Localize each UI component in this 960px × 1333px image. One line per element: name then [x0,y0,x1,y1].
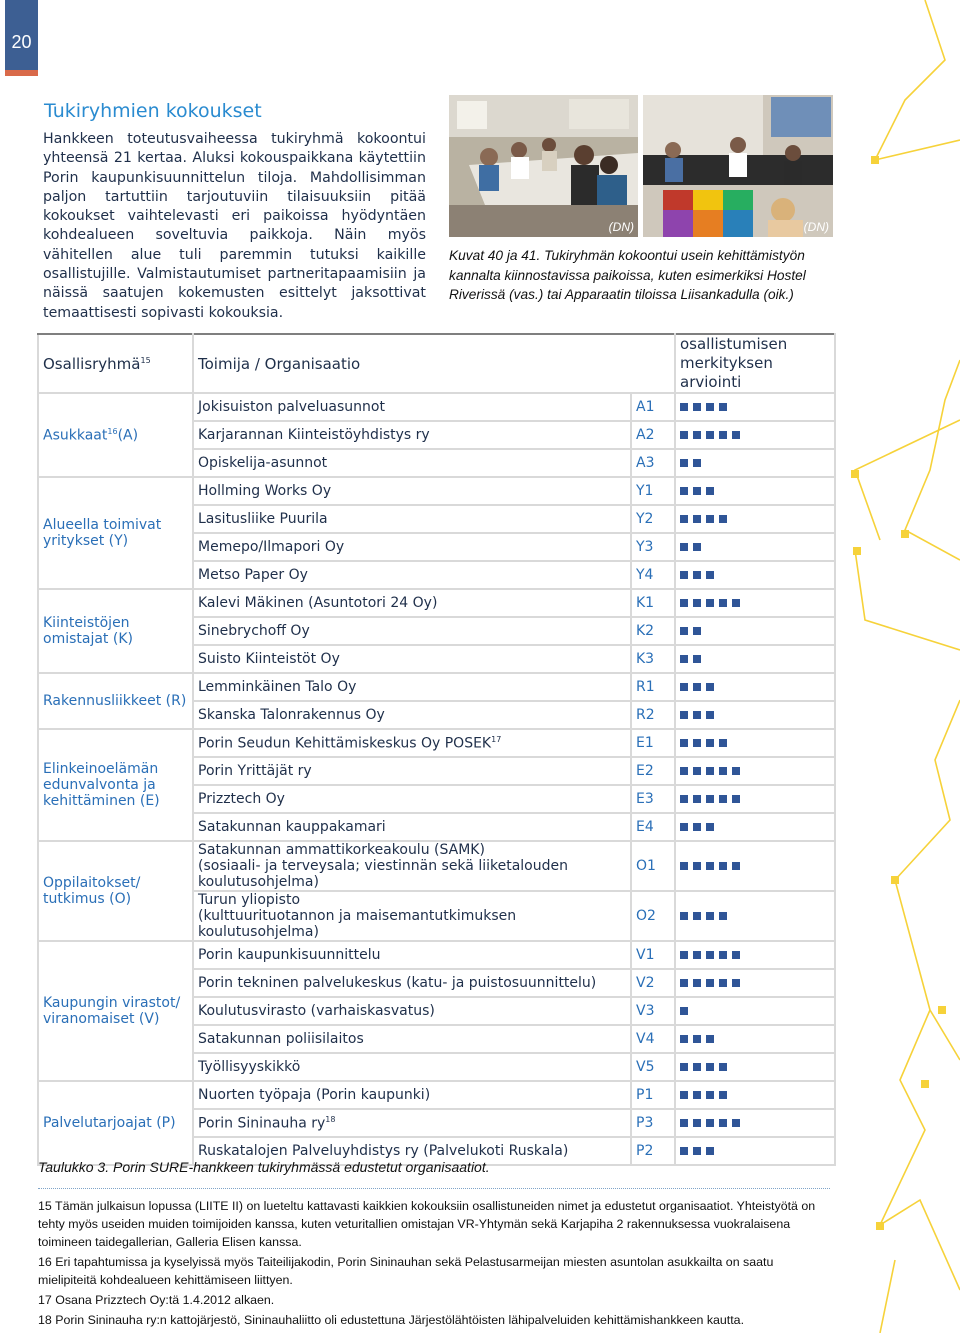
rating-square [706,795,714,803]
rating-square [706,1063,714,1071]
rating-cell [675,1053,835,1081]
table-row [38,589,835,617]
rating-square [719,979,727,987]
organisation-cell: Nuorten työpaja (Porin kaupunki) [193,1081,631,1109]
header-rating: osallistumisen merkityksen arviointi [675,334,835,393]
code-cell: V4 [631,1025,675,1053]
rating-square [680,1119,688,1127]
rating-cell [675,617,835,645]
organisation-cell: Ruskatalojen Palveluyhdistys ry (Palvelukoti Ruskala) [193,1137,631,1165]
rating-square [680,515,688,523]
rating-cell [675,757,835,785]
rating-square [680,683,688,691]
rating-square [732,767,740,775]
participants-table [37,333,836,1166]
photo-hostel-river-meeting [449,95,638,237]
rating-square [680,1035,688,1043]
rating-cell [675,969,835,997]
rating-square [693,1119,701,1127]
rating-square [680,599,688,607]
rating-square [680,1007,688,1015]
organisation-cell: Jokisuiston palveluasunnot [193,393,631,421]
rating-cell [675,533,835,561]
organisation-cell: Porin Seudun Kehittämiskeskus Oy POSEK$^{17}$ [193,729,631,757]
organisation-cell: Lemminkäinen Talo Oy [193,673,631,701]
rating-square [706,1091,714,1099]
rating-cell [675,645,835,673]
table-row [38,729,835,757]
rating-square [732,599,740,607]
footnote-ref: 16 [107,426,118,436]
rating-square [693,571,701,579]
organisation-cell: Satakunnan kauppakamari [193,813,631,841]
code-cell: E4 [631,813,675,841]
code-cell: V5 [631,1053,675,1081]
code-cell: V1 [631,941,675,969]
organisation-cell: Lasitusliike Puurila [193,505,631,533]
header-group: Osallisryhmä$^{15}$ [38,334,193,393]
rating-square [719,1119,727,1127]
rating-square [680,571,688,579]
rating-square [693,951,701,959]
rating-square [693,1147,701,1155]
rating-square [719,1091,727,1099]
code-cell: A1 [631,393,675,421]
organisation-cell: Porin kaupunkisuunnittelu [193,941,631,969]
group-cell-1: Alueella toimivat yritykset (Y) [38,477,193,589]
code-cell: Y1 [631,477,675,505]
rating-square [706,767,714,775]
rating-square [693,459,701,467]
group-cell-7: Palvelutarjoajat (P) [38,1081,193,1165]
code-cell: P3 [631,1109,675,1137]
rating-square [680,1063,688,1071]
code-cell: P1 [631,1081,675,1109]
group-cell-5: Oppilaitokset/ tutkimus (O) [38,841,193,941]
code-cell: E1 [631,729,675,757]
code-cell: O2 [631,891,675,941]
rating-square [693,823,701,831]
section-title: Tukiryhmien kokoukset [44,100,262,122]
rating-cell [675,997,835,1025]
code-cell: Y3 [631,533,675,561]
rating-square [693,431,701,439]
organisation-cell: Koulutusvirasto (varhaiskasvatus) [193,997,631,1025]
rating-cell [675,561,835,589]
code-cell: A2 [631,421,675,449]
organisation-cell: Porin Yrittäjät ry [193,757,631,785]
code-cell: Y4 [631,561,675,589]
rating-square [693,1063,701,1071]
rating-square [693,683,701,691]
group-cell-4: Elinkeinoelämän edunvalvonta ja kehittäminen (E) [38,729,193,841]
rating-square [693,711,701,719]
rating-cell [675,701,835,729]
rating-square [680,1147,688,1155]
table-row [38,393,835,421]
organisation-cell: Sinebrychoff Oy [193,617,631,645]
header-organisation: Toimija / Organisaatio [193,334,675,393]
rating-square [706,951,714,959]
rating-square [706,683,714,691]
rating-square [693,655,701,663]
organisation-cell: Kalevi Mäkinen (Asuntotori 24 Oy) [193,589,631,617]
code-cell: V3 [631,997,675,1025]
rating-square [680,767,688,775]
organisation-cell: Hollming Works Oy [193,477,631,505]
table-row [38,477,835,505]
organisation-cell: Satakunnan ammattikorkeakoulu (SAMK) (sosiaali- ja terveysala; viestinnän sekä liiketalouden koulutusohjelma) [193,841,631,891]
rating-square [680,951,688,959]
organisation-cell: Työllisyyskikkö [193,1053,631,1081]
rating-cell [675,813,835,841]
code-cell: V2 [631,969,675,997]
organisation-cell: Metso Paper Oy [193,561,631,589]
page-number: 20 [11,32,32,52]
rating-square [706,1119,714,1127]
page-number-tab [5,0,38,76]
rating-square [680,979,688,987]
code-cell: A3 [631,449,675,477]
rating-square [719,599,727,607]
code-cell: K3 [631,645,675,673]
rating-square [719,912,727,920]
rating-cell [675,785,835,813]
group-cell-6: Kaupungin virastot/ viranomaiset (V) [38,941,193,1081]
footnote-ref: 18 [325,1114,336,1124]
rating-cell [675,1109,835,1137]
organisation-cell: Skanska Talonrakennus Oy [193,701,631,729]
rating-square [719,951,727,959]
organisation-cell: Memepo/Ilmapori Oy [193,533,631,561]
organisation-cell: Porin Sininauha $ry^{18}$ [193,1109,631,1137]
footnote-15: 15 Tämän julkaisun lopussa (LIITE II) on lueteltu kattavasti kaikkien kokouksiin osallistuneiden nimet ja edustetut organisaatiot. Yhteistyötä on tehty myös useiden muiden toimijoiden kanssa, kuten veturitallien omistajan VR-Yhtymän sekä Karjapiha 2 rakennuksessa vuokralaisena toimineen taidegallerian, Galleria Elisen kanssa. [38,1199,816,1249]
rating-square [732,862,740,870]
rating-square [706,979,714,987]
rating-square [693,543,701,551]
rating-square [680,403,688,411]
rating-square [693,515,701,523]
rating-square [680,459,688,467]
rating-square [680,1091,688,1099]
organisation-cell: Satakunnan poliisilaitos [193,1025,631,1053]
code-cell: Y2 [631,505,675,533]
rating-cell [675,449,835,477]
table-row [38,1081,835,1109]
rating-square [719,862,727,870]
code-cell: K2 [631,617,675,645]
rating-square [693,862,701,870]
rating-square [732,431,740,439]
rating-square [706,599,714,607]
rating-square [693,1091,701,1099]
rating-square [693,599,701,607]
rating-square [693,627,701,635]
group-cell-2: Kiinteistöjen omistajat (K) [38,589,193,673]
rating-square [719,739,727,747]
code-cell: R1 [631,673,675,701]
rating-square [693,403,701,411]
code-cell: O1 [631,841,675,891]
rating-square [706,1035,714,1043]
table-row [38,941,835,969]
footnotes [38,1197,826,1331]
rating-square [693,979,701,987]
rating-cell [675,1081,835,1109]
rating-cell [675,477,835,505]
rating-square [732,795,740,803]
rating-square [732,979,740,987]
footnote-17: 17 Osana Prizztech Oy:tä 1.4.2012 alkaen. [38,1293,275,1307]
rating-cell [675,729,835,757]
table-caption: Taulukko 3. Porin SURE-hankkeen tukiryhmässä edustetut organisaatiot. [38,1159,490,1175]
rating-square [680,862,688,870]
rating-square [680,543,688,551]
photo-credit-left: (DN) [608,220,634,234]
rating-square [719,403,727,411]
code-cell: R2 [631,701,675,729]
rating-square [693,487,701,495]
photo-credit-right: (DN) [803,220,829,234]
rating-square [680,487,688,495]
rating-square [719,795,727,803]
organisation-cell: Suisto Kiinteistöt Oy [193,645,631,673]
rating-square [693,739,701,747]
photo-apparaatti-meeting [643,95,833,237]
rating-square [706,487,714,495]
organisation-cell: Karjarannan Kiinteistöyhdistys ry [193,421,631,449]
rating-square [706,571,714,579]
photo-caption: Kuvat 40 ja 41. Tukiryhmän kokoontui usein kehittämistyön kannalta kiinnostavissa paikoissa, kuten esimerkiksi Hostel Riverissä (vas.) tai Apparaatin tiloissa Liisankadulla (oik.) [449,248,806,302]
rating-square [732,1119,740,1127]
rating-square [706,431,714,439]
group-cell-0: Asukkaat$^{16}$(A) [38,393,193,477]
rating-square [706,739,714,747]
rating-cell [675,589,835,617]
section-body-text: Hankkeen toteutusvaiheessa tukiryhmä kokoontui yhteensä 21 kertaa. Aluksi kokouspaikkana käytettiin Porin kaupunkisuunnittelun tiloja. Mahdollisimman paljon tartuttiin tarjoutuviin tilaisuuksiin pitää kokoukset vaihtelevasti eri paikoissa hyödyntäen kohdealueen soveltuvia paikkoja. Näin myös vähitellen alue tuli paremmin tutuksi kaikille osallistujille. Valmistautumiset partneritapaamisiin ja näissä saatujen kokemusten esittelyt jaksottivat temaattisesti sopivasti kokouksia. [43,131,426,321]
rating-square [706,515,714,523]
code-cell: E2 [631,757,675,785]
rating-square [706,862,714,870]
rating-square [680,627,688,635]
rating-square [719,1063,727,1071]
rating-square [693,1035,701,1043]
footnote-divider [38,1188,830,1189]
rating-square [693,767,701,775]
footnote-16: 16 Eri tapahtumissa ja kyselyissä myös Taiteilijakodin, Porin Sininauhan sekä Pelastusarmeijan miesten asuntolan asukkailta on saatu mielipiteitä kohdealueen kehittämiseen liittyen. [38,1255,774,1287]
rating-square [719,767,727,775]
table-row [38,673,835,701]
organisation-cell: Prizztech Oy [193,785,631,813]
rating-cell [675,393,835,421]
rating-square [706,912,714,920]
rating-square [680,739,688,747]
rating-square [680,655,688,663]
rating-cell [675,941,835,969]
footnote-ref: 17 [491,734,502,744]
rating-square [680,795,688,803]
rating-square [706,403,714,411]
rating-square [680,912,688,920]
group-cell-3: Rakennusliikkeet (R) [38,673,193,729]
rating-square [680,711,688,719]
rating-square [706,1147,714,1155]
rating-cell [675,673,835,701]
code-cell: K1 [631,589,675,617]
rating-square [719,431,727,439]
rating-cell [675,841,835,891]
rating-square [693,912,701,920]
rating-square [706,711,714,719]
code-cell: E3 [631,785,675,813]
rating-square [732,951,740,959]
rating-cell [675,505,835,533]
rating-cell [675,1025,835,1053]
rating-cell [675,1137,835,1165]
rating-square [719,515,727,523]
table-header-row [38,334,835,393]
footnote-ref: 15 [140,355,151,365]
table-row [38,841,835,891]
rating-cell [675,421,835,449]
rating-square [706,823,714,831]
organisation-cell: Opiskelija-asunnot [193,449,631,477]
rating-square [693,795,701,803]
code-cell: P2 [631,1137,675,1165]
rating-square [680,823,688,831]
rating-cell [675,891,835,941]
organisation-cell: Porin tekninen palvelukeskus (katu- ja puistosuunnittelu) [193,969,631,997]
footnote-18: 18 Porin Sininauha ry:n kattojärjestö, Sininauhaliitto oli edustettuna Järjestölähtöisten lähipalveluiden kehittämishankkeen kautta. [38,1313,745,1327]
organisation-cell: Turun yliopisto (kulttuurituotannon ja maisemantutkimuksen koulutusohjelma) [193,891,631,941]
rating-square [680,431,688,439]
